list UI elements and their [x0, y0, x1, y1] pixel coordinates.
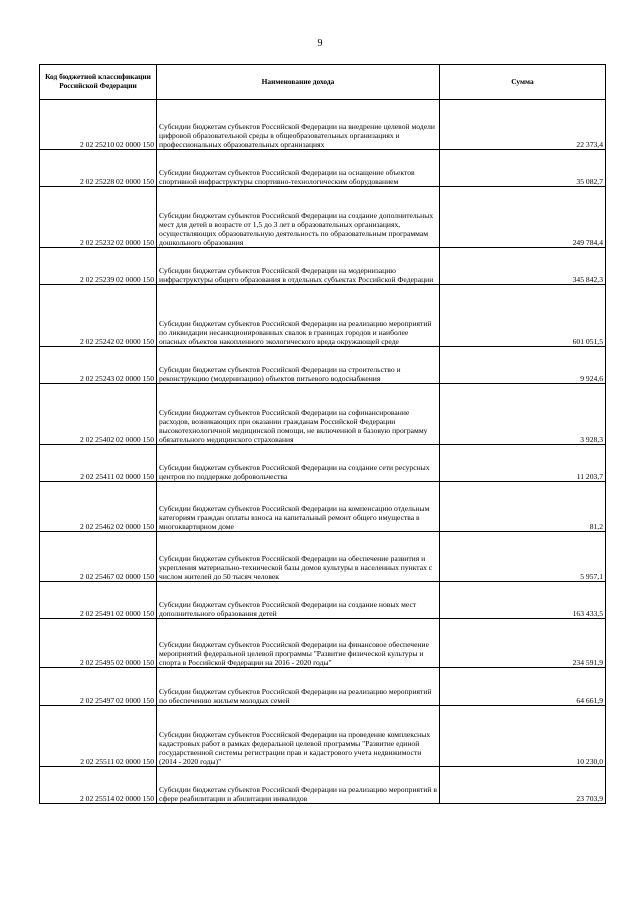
row-amount: 9 924,6 — [440, 347, 606, 384]
row-amount: 5 957,1 — [440, 532, 606, 582]
row-amount: 64 661,9 — [440, 668, 606, 706]
table-row — [40, 248, 606, 285]
row-name: Субсидии бюджетам субъектов Российской Федерации на оснащение объектов спортивной инфраструктуры спортивно-технологическим оборудованием — [157, 150, 440, 187]
table-row — [40, 532, 606, 582]
row-name: Субсидии бюджетам субъектов Российской Федерации на софинансирование расходов, возникающих при оказании гражданам Российской Федерации высокотехнологичной медицинской помощи, не включенной в базовую программу обязательного медицинского страхования — [157, 384, 440, 445]
row-code: 2 02 25514 02 0000 150 — [40, 767, 157, 804]
row-code: 2 02 25462 02 0000 150 — [40, 482, 157, 532]
row-name: Субсидии бюджетам субъектов Российской Федерации на реализацию мероприятий по обеспечению жильем молодых семей — [157, 668, 440, 706]
row-name: Субсидии бюджетам субъектов Российской Федерации на внедрение целевой модели цифровой образовательной среды в общеобразовательных организациях и профессиональных образовательных организациях — [157, 100, 440, 150]
row-name: Субсидии бюджетам субъектов Российской Федерации на строительство и реконструкцию (модернизацию) объектов питьевого водоснабжения — [157, 347, 440, 384]
table-header-row — [40, 65, 606, 100]
row-name: Субсидии бюджетам субъектов Российской Федерации на создание дополнительных мест для детей в возрасте от 1,5 до 3 лет в образовательных организациях, осуществляющих образовательную деятельность по образовательным программам дошкольного образования — [157, 187, 440, 248]
table-row — [40, 150, 606, 187]
row-amount: 249 784,4 — [440, 187, 606, 248]
table-row — [40, 384, 606, 445]
row-code: 2 02 25210 02 0000 150 — [40, 100, 157, 150]
row-name: Субсидии бюджетам субъектов Российской Федерации на обеспечение развития и укрепления материально-технической базы домов культуры в населенных пунктах с числом жителей до 50 тысяч человек — [157, 532, 440, 582]
table-row — [40, 187, 606, 248]
row-amount: 345 842,3 — [440, 248, 606, 285]
row-name: Субсидии бюджетам субъектов Российской Федерации на компенсацию отдельным категориям граждан оплаты взноса на капитальный ремонт общего имущества в многоквартирном доме — [157, 482, 440, 532]
table-row — [40, 445, 606, 482]
row-amount: 22 373,4 — [440, 100, 606, 150]
row-amount: 234 591,9 — [440, 619, 606, 668]
row-name: Субсидии бюджетам субъектов Российской Федерации на создание новых мест дополнительного образования детей — [157, 582, 440, 619]
row-code: 2 02 25239 02 0000 150 — [40, 248, 157, 285]
row-amount: 23 703,9 — [440, 767, 606, 804]
row-amount: 11 203,7 — [440, 445, 606, 482]
table-row — [40, 347, 606, 384]
row-code: 2 02 25511 02 0000 150 — [40, 706, 157, 767]
row-amount: 35 082,7 — [440, 150, 606, 187]
table-row — [40, 285, 606, 347]
row-amount: 10 230,0 — [440, 706, 606, 767]
row-amount: 3 928,3 — [440, 384, 606, 445]
row-name: Субсидии бюджетам субъектов Российской Федерации на реализацию мероприятий в сфере реабилитации и абилитации инвалидов — [157, 767, 440, 804]
row-code: 2 02 25402 02 0000 150 — [40, 384, 157, 445]
row-name: Субсидии бюджетам субъектов Российской Федерации на финансовое обеспечение мероприятий федеральной целевой программы "Развитие физической культуры и спорта в Российской Федерации на 2016 - 2020 годы" — [157, 619, 440, 668]
row-name: Субсидии бюджетам субъектов Российской Федерации на проведение комплексных кадастровых работ в рамках федеральной целевой программы "Развитие единой государственной системы регистрации прав и кадастрового учета недвижимости (2014 - 2020 годы)" — [157, 706, 440, 767]
table-row — [40, 706, 606, 767]
row-name: Субсидии бюджетам субъектов Российской Федерации на модернизацию инфраструктуры общего образования в отдельных субъектах Российской Федерации — [157, 248, 440, 285]
table-row — [40, 582, 606, 619]
table-row — [40, 619, 606, 668]
header-name: Наименование дохода — [157, 65, 440, 100]
table-row — [40, 767, 606, 804]
table-row — [40, 100, 606, 150]
income-table — [39, 64, 606, 804]
row-code: 2 02 25242 02 0000 150 — [40, 285, 157, 347]
row-code: 2 02 25467 02 0000 150 — [40, 532, 157, 582]
row-name: Субсидии бюджетам субъектов Российской Федерации на реализацию мероприятий по ликвидации несанкционированных свалок в границах городов и наиболее опасных объектов накопленного экологического вреда окружающей среде — [157, 285, 440, 347]
table-row — [40, 482, 606, 532]
row-name: Субсидии бюджетам субъектов Российской Федерации на создание сети ресурсных центров по поддержке добровольчества — [157, 445, 440, 482]
page-number: 9 — [317, 38, 323, 49]
row-code: 2 02 25495 02 0000 150 — [40, 619, 157, 668]
row-amount: 81,2 — [440, 482, 606, 532]
row-amount: 601 051,5 — [440, 285, 606, 347]
row-code: 2 02 25228 02 0000 150 — [40, 150, 157, 187]
header-sum: Сумма — [440, 65, 606, 100]
header-code: Код бюджетной классификации Российской Федерации — [40, 65, 157, 100]
table-row — [40, 668, 606, 706]
row-code: 2 02 25497 02 0000 150 — [40, 668, 157, 706]
row-code: 2 02 25232 02 0000 150 — [40, 187, 157, 248]
row-code: 2 02 25491 02 0000 150 — [40, 582, 157, 619]
row-amount: 163 433,5 — [440, 582, 606, 619]
row-code: 2 02 25243 02 0000 150 — [40, 347, 157, 384]
row-code: 2 02 25411 02 0000 150 — [40, 445, 157, 482]
